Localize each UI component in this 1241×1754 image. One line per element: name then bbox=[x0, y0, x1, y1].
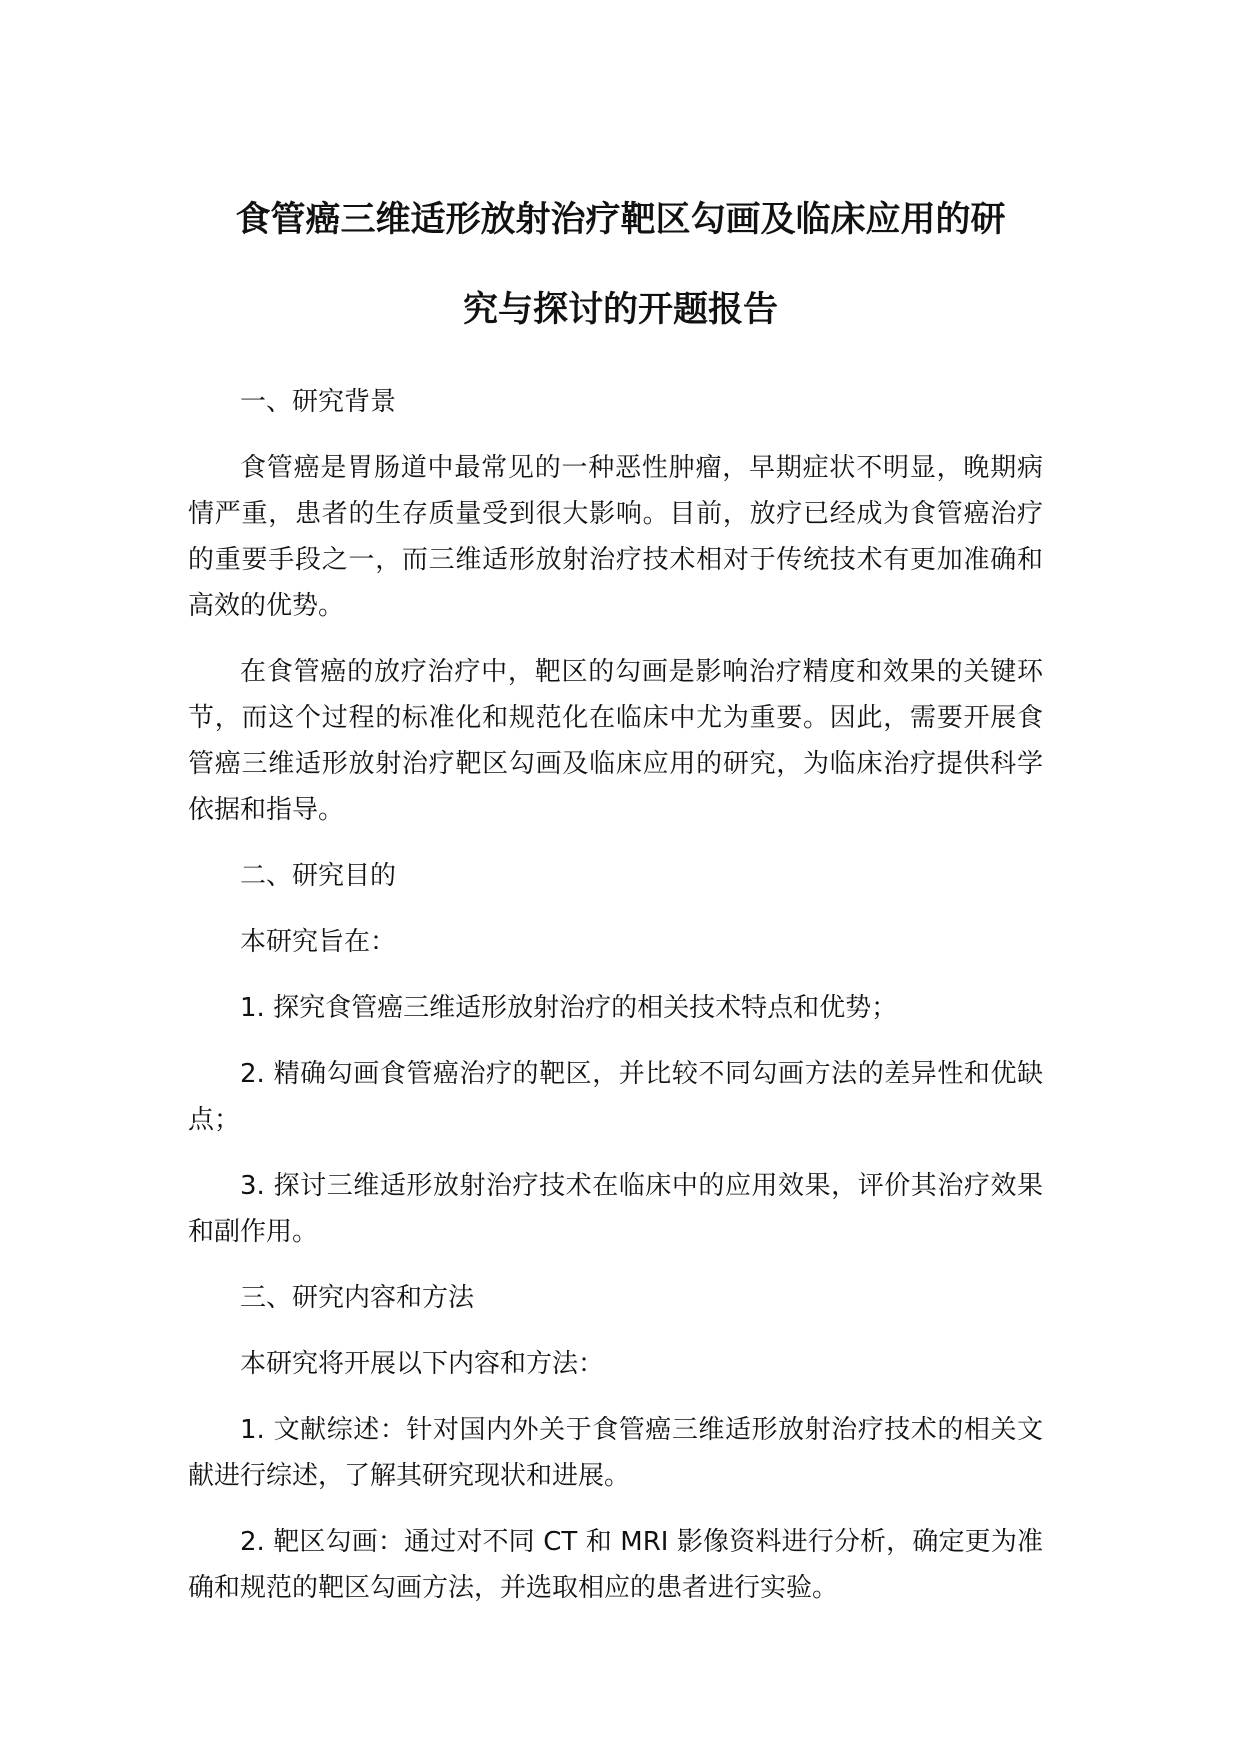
paragraph-methods-intro: 本研究将开展以下内容和方法： bbox=[240, 1349, 605, 1379]
methods-item-1: 1. 文献综述：针对国内外关于食管癌三维适形放射治疗技术的相关文献进行综述，了解其研究现状和进展。 bbox=[188, 1415, 1043, 1491]
paragraph-background-1: 食管癌是胃肠道中最常见的一种恶性肿瘤，早期症状不明显，晚期病情严重，患者的生存质量受到很大影响。目前，放疗已经成为食管癌治疗的重要手段之一，而三维适形放射治疗技术相对于传统技术有更加准确和高效的优势。 bbox=[188, 453, 1043, 621]
paragraph-background-2: 在食管癌的放疗治疗中，靶区的勾画是影响治疗精度和效果的关键环节，而这个过程的标准化和规范化在临床中尤为重要。因此，需要开展食管癌三维适形放射治疗靶区勾画及临床应用的研究，为临床治疗提供科学依据和指导。 bbox=[188, 657, 1043, 825]
purpose-item-2: 2. 精确勾画食管癌治疗的靶区，并比较不同勾画方法的差异性和优缺点； bbox=[188, 1059, 1043, 1135]
section-heading-methods: 三、研究内容和方法 bbox=[240, 1283, 475, 1313]
purpose-item-3: 3. 探讨三维适形放射治疗技术在临床中的应用效果，评价其治疗效果和副作用。 bbox=[188, 1171, 1043, 1247]
document-body bbox=[188, 379, 1043, 1631]
section-heading-background: 一、研究背景 bbox=[240, 387, 397, 417]
methods-item-2: 2. 靶区勾画：通过对不同 CT 和 MRI 影像资料进行分析，确定更为准确和规范的靶区勾画方法，并选取相应的患者进行实验。 bbox=[188, 1527, 1043, 1603]
paragraph-purpose-intro: 本研究旨在： bbox=[240, 927, 397, 957]
title-line-2: 究与探讨的开题报告 bbox=[462, 290, 778, 330]
title-line-1: 食管癌三维适形放射治疗靶区勾画及临床应用的研 bbox=[235, 200, 1006, 240]
section-heading-purpose: 二、研究目的 bbox=[240, 861, 397, 891]
purpose-item-1: 1. 探究食管癌三维适形放射治疗的相关技术特点和优势； bbox=[240, 993, 898, 1023]
document-title bbox=[180, 175, 1061, 355]
